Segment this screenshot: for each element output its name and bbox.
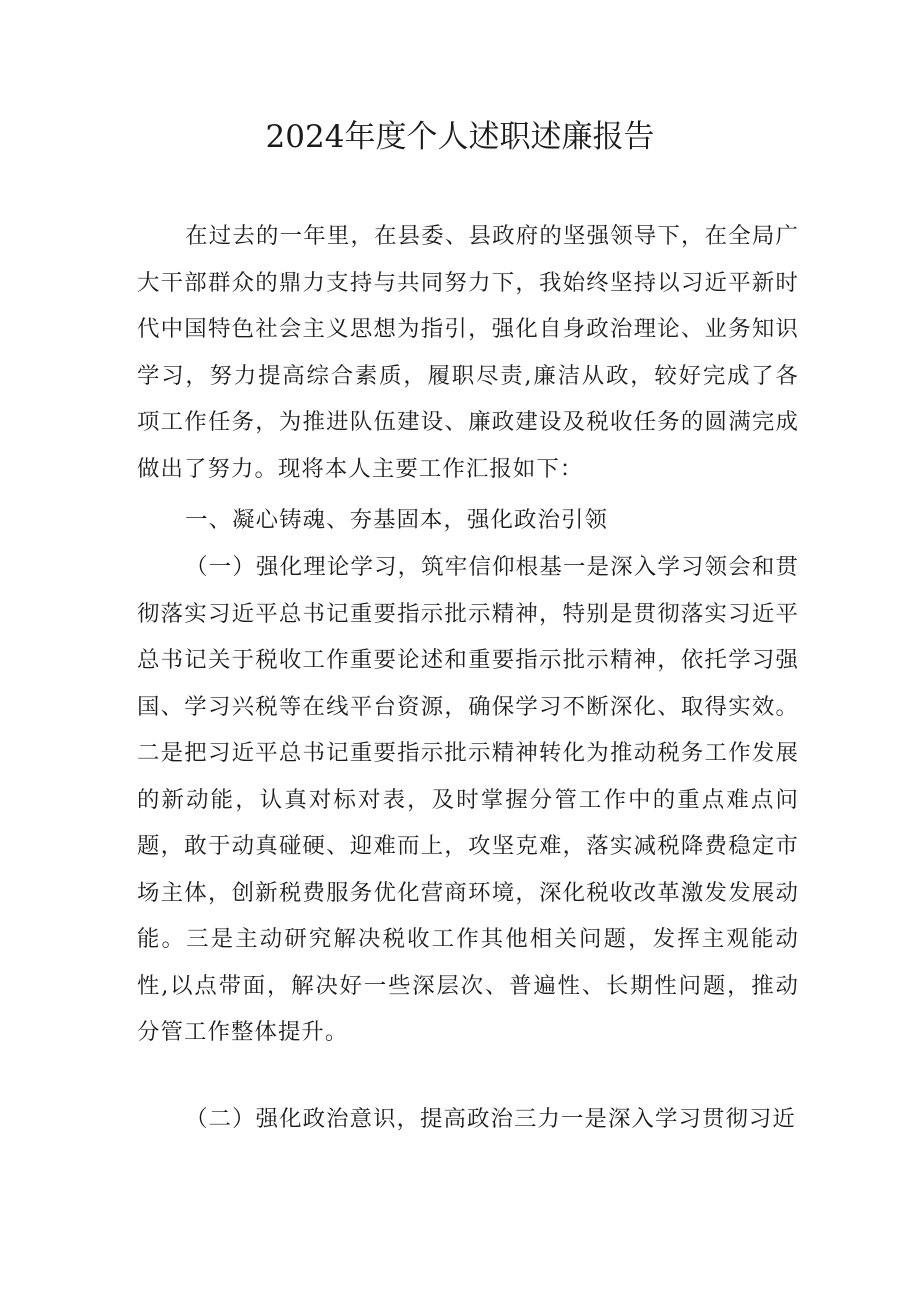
- subsection-paragraph-1: （一）强化理论学习，筑牢信仰根基一是深入学习领会和贯彻落实习近平总书记重要指示批示精神，特别是贯彻落实习近平总书记关于税收工作重要论述和重要指示批示精神，依托学习强国、学习兴税等在线平台资源，确保学习不断深化、取得实效。二是把习近平总书记重要指示批示精神转化为推动税务工作发展的新动能，认真对标对表，及时掌握分管工作中的重点难点问题，敢于动真碰硬、迎难而上，攻坚克难，落实减税降费稳定市场主体，创新税费服务优化营商环境，深化税收改革激发发展动能。三是主动研究解决税收工作其他相关问题，发挥主观能动性,以点带面，解决好一些深层次、普遍性、长期性问题，推动分管工作整体提升。: [137, 554, 799, 1045]
- section-heading-1: 一、凝心铸魂、夯基固本，强化政治引领: [185, 507, 608, 533]
- intro-paragraph: 在过去的一年里，在县委、县政府的坚强领导下，在全局广大干部群众的鼎力支持与共同努力下，我始终坚持以习近平新时代中国特色社会主义思想为指引，强化自身政治理论、业务知识学习，努力提高综合素质，履职尽责,廉洁从政，较好完成了各项工作任务，为推进队伍建设、廉政建设及税收任务的圆满完成做出了努力。现将本人主要工作汇报如下：: [137, 223, 799, 482]
- subsection-paragraph-2: （二）强化政治意识，提高政治三力一是深入学习贯彻习近: [185, 1106, 796, 1132]
- document-title: 2024年度个人述职述廉报告: [265, 119, 655, 155]
